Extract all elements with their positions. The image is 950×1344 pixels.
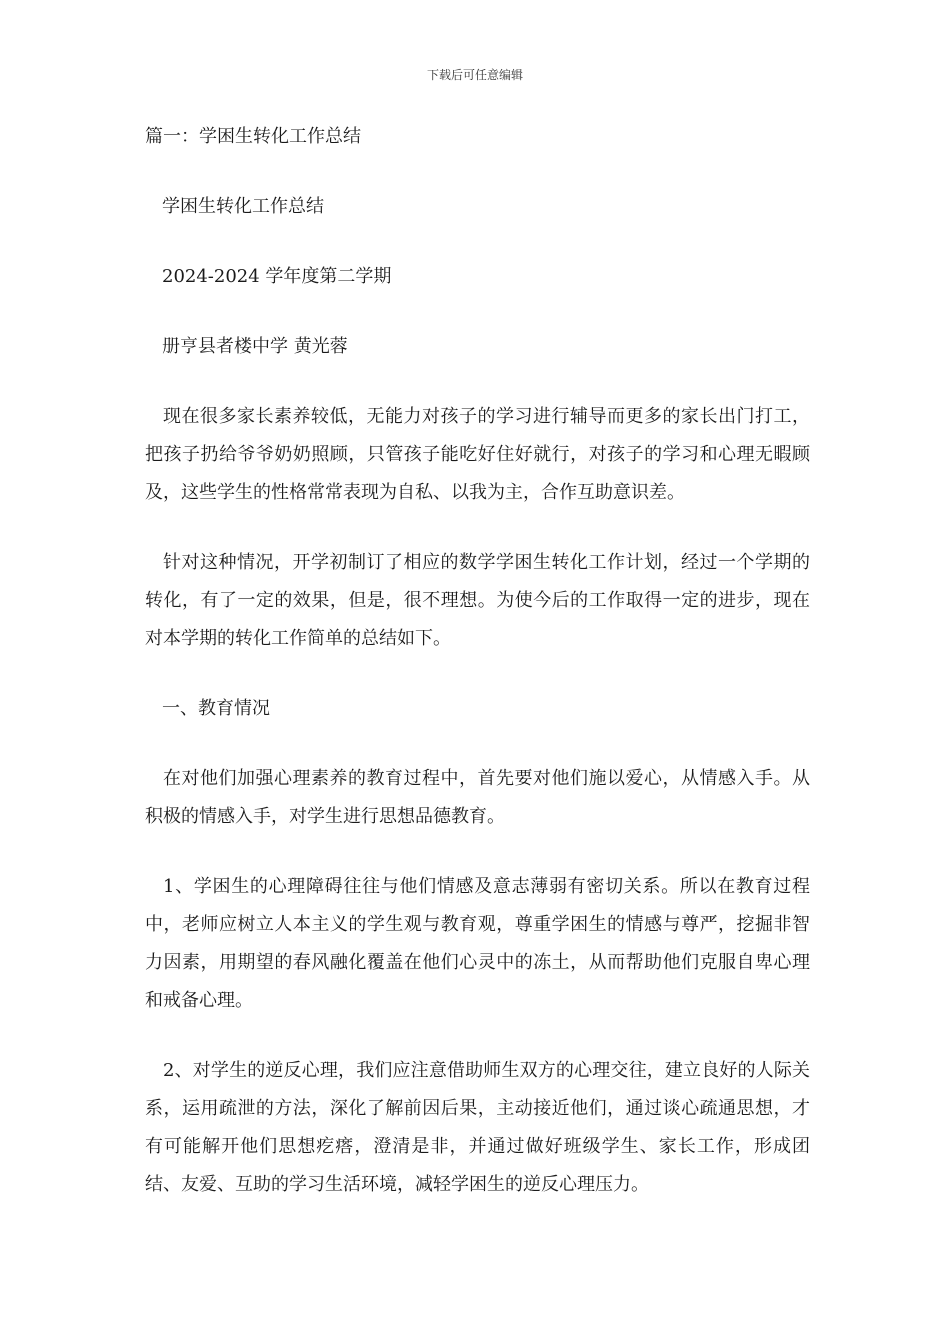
subheading-education: 一、教育情况 [162, 698, 270, 719]
paragraph-background: 现在很多家长素养较低，无能力对孩子的学习进行辅导而更多的家长出门打工，把孩子扔给爷爷奶奶照顾，只管孩子能吃好住好就行，对孩子的学习和心理无暇顾及，这些学生的性格常常表现为自私、以我为主，合作互助意识差。 [145, 406, 810, 503]
document-title: 学困生转化工作总结 [162, 196, 324, 217]
paragraph-education: 在对他们加强心理素养的教育过程中，首先要对他们施以爱心，从情感入手。从积极的情感入手，对学生进行思想品德教育。 [145, 768, 810, 827]
header-note: 下载后可任意编辑 [426, 68, 523, 82]
paragraph-plan: 针对这种情况，开学初制订了相应的数学学困生转化工作计划，经过一个学期的转化，有了一定的效果，但是，很不理想。为使今后的工作取得一定的进步，现在对本学期的转化工作简单的总结如下。 [145, 552, 810, 649]
term-line: 2024-2024 学年度第二学期 [162, 266, 392, 287]
section-heading: 篇一：学困生转化工作总结 [145, 126, 361, 147]
paragraph-point-2: 2、对学生的逆反心理，我们应注意借助师生双方的心理交往，建立良好的人际关系，运用疏泄的方法，深化了解前因后果，主动接近他们，通过谈心疏通思想，才有可能解开他们思想疙瘩，澄清是非，并通过做好班级学生、家长工作，形成团结、友爱、互助的学习生活环境，减轻学困生的逆反心理压力。 [145, 1060, 810, 1195]
document-body [145, 118, 810, 1204]
paragraph-point-1: 1、学困生的心理障碍往往与他们情感及意志薄弱有密切关系。所以在教育过程中，老师应树立人本主义的学生观与教育观，尊重学困生的情感与尊严，挖掘非智力因素，用期望的春风融化覆盖在他们心灵中的冻土，从而帮助他们克服自卑心理和戒备心理。 [145, 876, 810, 1011]
author-line: 册亨县者楼中学 黄光蓉 [162, 336, 348, 357]
